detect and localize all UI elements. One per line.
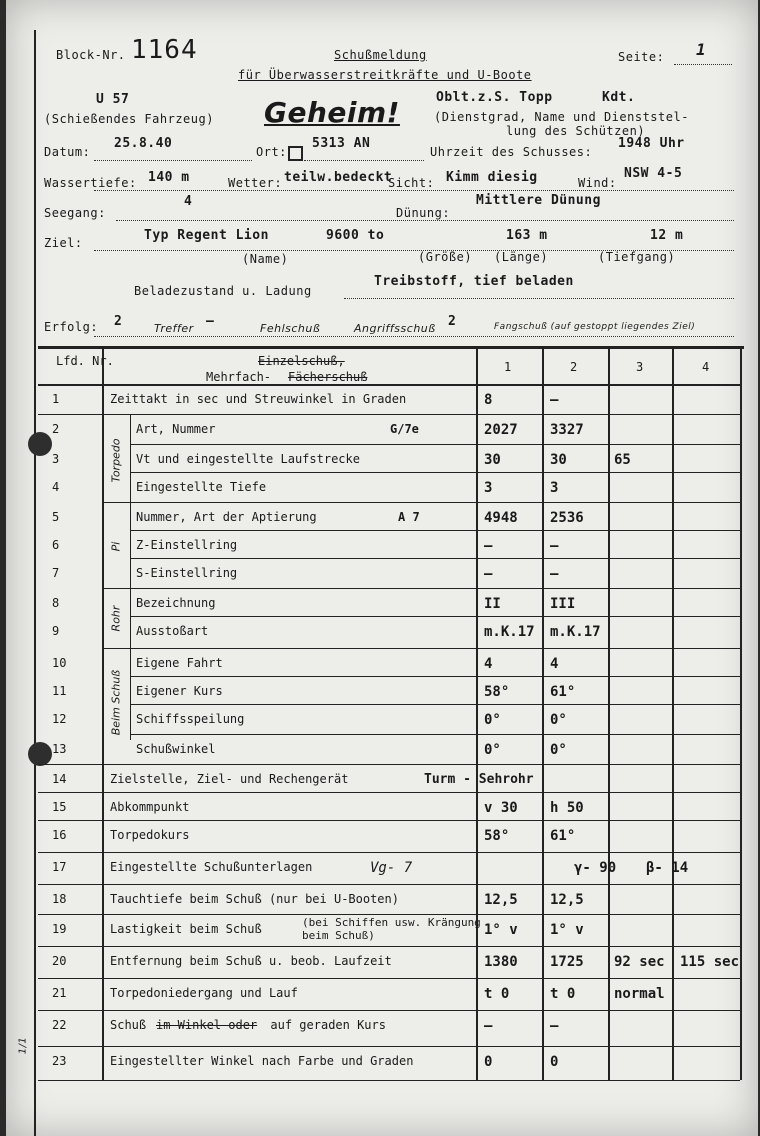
- row-cell-1: 0: [484, 1054, 493, 1070]
- row-label: Vt und eingestellte Laufstrecke: [136, 452, 360, 466]
- vessel-label: (Schießendes Fahrzeug): [44, 112, 214, 126]
- row-number: 16: [52, 828, 67, 842]
- row-label: Torpedoniedergang und Lauf: [110, 986, 298, 1000]
- row-cell-2: 2536: [550, 510, 584, 526]
- row-extra: A 7: [398, 510, 420, 524]
- row-label: Schußwinkel: [136, 742, 216, 756]
- row-cell-2: 61°: [550, 828, 576, 844]
- row-number: 15: [52, 800, 67, 814]
- group-torpedo: Torpedo: [109, 438, 123, 483]
- wassertiefe-label: Wassertiefe:: [44, 176, 137, 190]
- row-label: Nummer, Art der Aptierung: [136, 510, 317, 524]
- row-number: 23: [52, 1054, 67, 1068]
- row-cell-2: 0°: [550, 742, 567, 758]
- row-number: 2: [52, 422, 60, 436]
- left-border: [34, 30, 36, 1136]
- row-label-struck: im Winkel oder: [156, 1018, 258, 1032]
- fang-label: Fangschuß (auf gestoppt liegendes Ziel): [494, 322, 696, 332]
- row-cell-2: —: [550, 1018, 559, 1034]
- row-label: Tauchtiefe beim Schuß (nur bei U-Booten): [110, 892, 399, 906]
- block-number: 1164: [131, 35, 198, 65]
- row-label: Lastigkeit beim Schuß: [110, 922, 262, 936]
- row-label: Z-Einstellring: [136, 538, 238, 552]
- ort-box: [288, 146, 303, 161]
- row-cell-2: III: [550, 596, 576, 612]
- row-cell-1: —: [484, 1018, 493, 1034]
- row-cell-2: 3327: [550, 422, 584, 438]
- row-cell-2: 1° v: [550, 922, 584, 938]
- row-cell-1: 58°: [484, 828, 510, 844]
- row-cell-2: t 0: [550, 986, 576, 1002]
- wetter-value: teilw.bedeckt: [284, 170, 393, 185]
- ziel-groesse-value: 9600 to: [326, 228, 385, 243]
- group-beim-schuss: Beim Schuß: [109, 669, 123, 736]
- row-label: Art, Nummer: [136, 422, 216, 436]
- row-label: Eingestellte Schußunterlagen: [110, 860, 313, 874]
- row-cell-1: 0°: [484, 742, 501, 758]
- page-label: Seite:: [618, 50, 665, 64]
- treffer-count: 2: [114, 314, 123, 329]
- row-cell-1: 0°: [484, 712, 501, 728]
- row-number: 21: [52, 986, 67, 1000]
- row-cell-2: —: [550, 566, 559, 582]
- row-number: 8: [52, 596, 60, 610]
- row-cell-3: 92 sec: [614, 954, 665, 970]
- group-pi: Pi: [109, 541, 123, 552]
- row-number: 17: [52, 860, 67, 874]
- treffer-label: Treffer: [154, 322, 194, 335]
- row-number: 22: [52, 1018, 67, 1032]
- commander-suffix: Kdt.: [602, 90, 636, 105]
- row-label: Torpedokurs: [110, 828, 190, 842]
- row-label: Schiffsspeilung: [136, 712, 245, 726]
- row-cell-1: t 0: [484, 986, 510, 1002]
- erfolg-label: Erfolg:: [44, 320, 99, 334]
- duenung-value: Mittlere Dünung: [476, 193, 601, 208]
- row-number: 20: [52, 954, 67, 968]
- col-header-1: 1: [504, 360, 512, 374]
- commander-value: Oblt.z.S. Topp: [436, 90, 553, 105]
- angriff-count: 2: [448, 314, 457, 329]
- fehlschuss-label: Fehlschuß: [260, 322, 321, 335]
- row-number: 9: [52, 624, 60, 638]
- row-label: Zeittakt in sec und Streuwinkel in Graden: [110, 392, 407, 406]
- seegang-value: 4: [184, 194, 193, 209]
- row-number: 14: [52, 772, 67, 786]
- row-extra: G/7e: [390, 422, 419, 436]
- row-cell-2: γ- 90: [574, 860, 617, 876]
- sicht-value: Kimm diesig: [446, 170, 538, 185]
- row-cell-2: 0°: [550, 712, 567, 728]
- beladung-label: Beladezustand u. Ladung: [134, 284, 312, 298]
- row-cell-1: 30: [484, 452, 501, 468]
- margin-note: 1/1: [17, 1036, 29, 1055]
- row-cell-2: 3: [550, 480, 559, 496]
- row-number: 18: [52, 892, 67, 906]
- ort-label: Ort:: [256, 145, 287, 159]
- tiefgang-label: (Tiefgang): [598, 250, 676, 264]
- uhrzeit-value: 1948 Uhr: [618, 136, 685, 151]
- datum-label: Datum:: [44, 145, 91, 159]
- row-label: Eigene Fahrt: [136, 656, 223, 670]
- block-label: Block-Nr.: [56, 48, 126, 62]
- row-cell-2: 12,5: [550, 892, 584, 908]
- vessel-value: U 57: [96, 92, 130, 107]
- row-cell-2: —: [550, 392, 559, 408]
- beladung-value: Treibstoff, tief beladen: [374, 274, 574, 289]
- fehlschuss-count: —: [206, 314, 215, 329]
- col-header-4: 4: [702, 360, 710, 374]
- row-cell-2: 1725: [550, 954, 584, 970]
- row-cell-2: h 50: [550, 800, 584, 816]
- angriff-label: Angriffsschuß: [354, 322, 436, 335]
- row-label: Entfernung beim Schuß u. beob. Laufzeit: [110, 954, 392, 968]
- col-header-2: 2: [570, 360, 578, 374]
- row-label: Zielstelle, Ziel- und Rechengerät: [110, 772, 349, 786]
- name-label: (Name): [242, 252, 289, 266]
- uhrzeit-label: Uhrzeit des Schusses:: [430, 145, 593, 159]
- row-number: 1: [52, 392, 60, 406]
- row-label: Eigener Kurs: [136, 684, 223, 698]
- ort-value: 5313 AN: [312, 136, 371, 151]
- punch-hole: [28, 432, 52, 456]
- geheim-stamp: Geheim!: [264, 96, 400, 129]
- row-cell-2: 0: [550, 1054, 559, 1070]
- seegang-label: Seegang:: [44, 206, 106, 220]
- row-number: 10: [52, 656, 67, 670]
- row-cell-2: m.K.17: [550, 624, 601, 640]
- group-rohr: Rohr: [109, 605, 123, 632]
- row-cell-3: β- 14: [646, 860, 689, 876]
- row-label: S-Einstellring: [136, 566, 238, 580]
- row-number: 6: [52, 538, 60, 552]
- punch-hole: [28, 742, 52, 766]
- row-cell-1: 8: [484, 392, 493, 408]
- ziel-label: Ziel:: [44, 236, 83, 250]
- row-cell-1: 3: [484, 480, 493, 496]
- row-cell-1: 1° v: [484, 922, 518, 938]
- wetter-label: Wetter:: [228, 176, 283, 190]
- row-cell-2: 30: [550, 452, 567, 468]
- row-cell-1: 4948: [484, 510, 518, 526]
- row-cell-1: 2027: [484, 422, 518, 438]
- row-extra: (bei Schiffen usw. Krängung beim Schuß): [302, 916, 481, 942]
- form-title: Schußmeldung: [334, 48, 427, 62]
- row-cell-1: 58°: [484, 684, 510, 700]
- page-number: 1: [696, 40, 707, 59]
- sicht-label: Sicht:: [388, 176, 435, 190]
- row-number: 7: [52, 566, 60, 580]
- row-cell-1: 4: [484, 656, 493, 672]
- row-number: 19: [52, 922, 67, 936]
- groesse-label: (Größe): [418, 250, 473, 264]
- row-cell-1: 1380: [484, 954, 518, 970]
- row-cell-2: 4: [550, 656, 559, 672]
- row-cell-4: 115 sec: [680, 954, 740, 970]
- row-extra: Turm - Sehrohr: [424, 772, 534, 787]
- row-cell-1: —: [484, 538, 493, 554]
- row-number: 13: [52, 742, 67, 756]
- row-label: Eingestellter Winkel nach Farbe und Graden: [110, 1054, 414, 1068]
- row-cell-3: 65: [614, 452, 631, 468]
- row-label: Eingestellte Tiefe: [136, 480, 267, 494]
- wind-label: Wind:: [578, 176, 617, 190]
- row-number: 3: [52, 452, 60, 466]
- row-cell-1: v 30: [484, 800, 518, 816]
- commander-label-2: lung des Schützen): [506, 124, 646, 138]
- col-nr-header: Lfd. Nr.: [56, 354, 114, 368]
- row-cell-1: m.K.17: [484, 624, 535, 640]
- col-header-3: 3: [636, 360, 644, 374]
- commander-label-1: (Dienstgrad, Name und Dienststel-: [434, 110, 689, 124]
- duenung-label: Dünung:: [396, 206, 451, 220]
- row-label-end: auf geraden Kurs: [270, 1018, 386, 1032]
- col-desc-header-3: Fächerschuß: [288, 370, 368, 384]
- row-label: Bezeichnung: [136, 596, 216, 610]
- row-label: Schuß: [110, 1018, 147, 1032]
- form-subtitle: für Überwasserstreitkräfte und U-Boote: [238, 68, 532, 82]
- row-cell-1: 12,5: [484, 892, 518, 908]
- row-cell-2: 61°: [550, 684, 576, 700]
- wind-value: NSW 4-5: [624, 166, 683, 181]
- form-sheet: [6, 0, 758, 1136]
- row-extra: Vg- 7: [370, 860, 413, 876]
- datum-value: 25.8.40: [114, 136, 173, 151]
- laenge-label: (Länge): [494, 250, 549, 264]
- row-number: 11: [52, 684, 67, 698]
- col-desc-header-2: Mehrfach-: [206, 370, 272, 384]
- row-number: 12: [52, 712, 67, 726]
- wassertiefe-value: 140 m: [148, 170, 190, 185]
- col-desc-header-1: Einzelschuß,: [258, 354, 345, 368]
- ziel-tiefgang-value: 12 m: [650, 228, 684, 243]
- row-label: Ausstoßart: [136, 624, 209, 638]
- row-label: Abkommpunkt: [110, 800, 190, 814]
- row-cell-1: II: [484, 596, 501, 612]
- row-cell-2: —: [550, 538, 559, 554]
- ziel-name-value: Typ Regent Lion: [144, 228, 269, 243]
- row-cell-1: —: [484, 566, 493, 582]
- row-number: 5: [52, 510, 60, 524]
- row-cell-3: normal: [614, 986, 665, 1002]
- row-number: 4: [52, 480, 60, 494]
- ziel-laenge-value: 163 m: [506, 228, 548, 243]
